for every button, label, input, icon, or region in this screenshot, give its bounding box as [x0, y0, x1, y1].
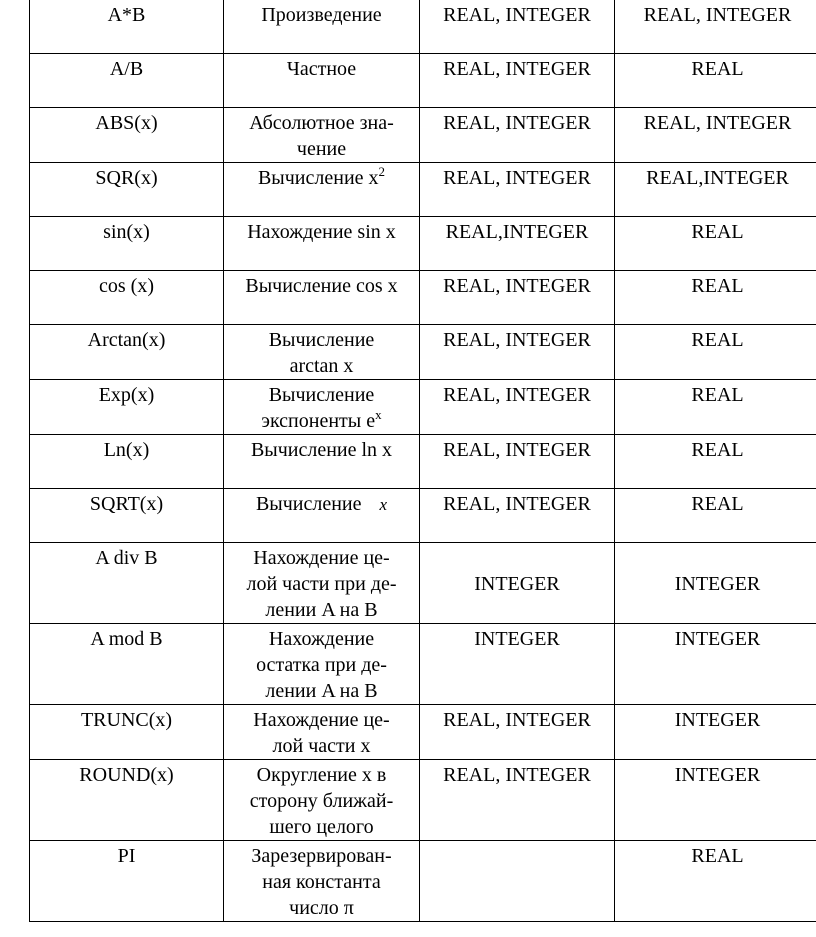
- result-type-cell: REAL,INTEGER: [615, 163, 816, 217]
- table-row: [30, 435, 816, 489]
- op-cell: cos (x): [30, 271, 224, 325]
- desc-line: Нахождение це-: [253, 709, 390, 731]
- arg-type-cell: REAL, INTEGER: [420, 435, 615, 489]
- desc-cell: [224, 760, 420, 841]
- desc-line: Округление x в: [256, 764, 387, 786]
- result-type-cell: REAL: [615, 325, 816, 380]
- desc-line: Вычисление: [268, 384, 375, 406]
- result-type-cell: REAL: [615, 271, 816, 325]
- desc-line: чение: [296, 138, 347, 160]
- arg-type-cell: INTEGER: [420, 543, 615, 624]
- arg-type-cell: REAL, INTEGER: [420, 108, 615, 163]
- desc-text: Вычисление x: [257, 167, 379, 189]
- result-type-cell: REAL: [615, 217, 816, 271]
- result-type-cell: REAL, INTEGER: [615, 108, 816, 163]
- desc-line: Нахождение: [268, 628, 375, 650]
- result-type-cell: REAL: [615, 489, 816, 543]
- table-row: [30, 705, 816, 760]
- table-row: [30, 108, 816, 163]
- arg-type-cell: REAL, INTEGER: [420, 163, 615, 217]
- arg-type-cell: REAL, INTEGER: [420, 54, 615, 108]
- op-cell: Exp(x): [30, 380, 224, 435]
- desc-cell: [224, 624, 420, 705]
- desc-cell: Частное: [224, 54, 420, 108]
- op-cell: PI: [30, 841, 224, 922]
- desc-line: Нахождение це-: [253, 547, 390, 569]
- op-cell: A*B: [30, 0, 224, 54]
- desc-cell: Вычисление cos x: [224, 271, 420, 325]
- table-row: [30, 543, 816, 624]
- op-cell: ROUND(x): [30, 760, 224, 841]
- desc-line: лении A на B: [265, 599, 378, 621]
- desc-text: экспоненты e: [261, 410, 376, 432]
- table-row: [30, 0, 816, 54]
- result-type-cell: INTEGER: [615, 543, 816, 624]
- op-cell: A mod B: [30, 624, 224, 705]
- superscript: 2: [378, 164, 386, 179]
- desc-cell: [224, 705, 420, 760]
- table-row: [30, 380, 816, 435]
- desc-line: arctan x: [289, 355, 354, 377]
- arg-type-cell: REAL, INTEGER: [420, 705, 615, 760]
- arg-type-cell: REAL, INTEGER: [420, 380, 615, 435]
- desc-cell: [224, 108, 420, 163]
- desc-cell: Произведение: [224, 0, 420, 54]
- desc-line: ная константа: [262, 871, 381, 893]
- table-row: [30, 54, 816, 108]
- table-row: [30, 624, 816, 705]
- table-row: [30, 271, 816, 325]
- result-type-cell: REAL: [615, 841, 816, 922]
- op-cell: A/B: [30, 54, 224, 108]
- desc-line: шего целого: [269, 816, 374, 838]
- desc-line: число π: [289, 897, 354, 919]
- superscript: x: [375, 407, 382, 422]
- result-type-cell: REAL, INTEGER: [615, 0, 816, 54]
- table-row: [30, 841, 816, 922]
- arg-type-cell: INTEGER: [420, 624, 615, 705]
- desc-cell: [224, 325, 420, 380]
- arg-type-cell: REAL, INTEGER: [420, 325, 615, 380]
- result-type-cell: INTEGER: [615, 760, 816, 841]
- arg-type-cell: REAL, INTEGER: [420, 271, 615, 325]
- op-cell: SQRT(x): [30, 489, 224, 543]
- result-type-cell: REAL: [615, 435, 816, 489]
- arg-type-cell: [420, 841, 615, 922]
- op-cell: SQR(x): [30, 163, 224, 217]
- op-cell: TRUNC(x): [30, 705, 224, 760]
- arg-type-cell: REAL,INTEGER: [420, 217, 615, 271]
- result-type-cell: INTEGER: [615, 705, 816, 760]
- desc-cell: [224, 841, 420, 922]
- result-type-cell: REAL: [615, 380, 816, 435]
- desc-cell: [224, 489, 420, 543]
- result-type-cell: INTEGER: [615, 624, 816, 705]
- desc-text: Вычисление: [255, 493, 362, 515]
- sqrt-arg: x: [379, 495, 388, 514]
- op-cell: Ln(x): [30, 435, 224, 489]
- desc-cell: [224, 543, 420, 624]
- desc-line: лении A на B: [265, 680, 378, 702]
- desc-line: лой части при де-: [246, 573, 397, 595]
- table-row: [30, 325, 816, 380]
- op-cell: Arctan(x): [30, 325, 224, 380]
- table-row: [30, 217, 816, 271]
- desc-cell: [224, 380, 420, 435]
- desc-cell: [224, 163, 420, 217]
- table-row: [30, 163, 816, 217]
- functions-table: [29, 0, 816, 922]
- desc-cell: Нахождение sin x: [224, 217, 420, 271]
- desc-line: сторону ближай-: [249, 790, 394, 812]
- op-cell: ABS(x): [30, 108, 224, 163]
- table-row: [30, 760, 816, 841]
- desc-line: Зарезервирован-: [251, 845, 392, 867]
- desc-line: [228, 408, 415, 434]
- arg-type-cell: REAL, INTEGER: [420, 0, 615, 54]
- arg-type-cell: REAL, INTEGER: [420, 760, 615, 841]
- arg-type-cell: REAL, INTEGER: [420, 489, 615, 543]
- desc-line: Абсолютное зна-: [249, 112, 394, 134]
- result-type-cell: REAL: [615, 54, 816, 108]
- desc-line: остатка при де-: [256, 654, 387, 676]
- desc-cell: Вычисление ln x: [224, 435, 420, 489]
- desc-line: Вычисление: [268, 329, 375, 351]
- op-cell: sin(x): [30, 217, 224, 271]
- table-row: [30, 489, 816, 543]
- op-cell: A div B: [30, 543, 224, 624]
- desc-line: лой части x: [272, 735, 371, 757]
